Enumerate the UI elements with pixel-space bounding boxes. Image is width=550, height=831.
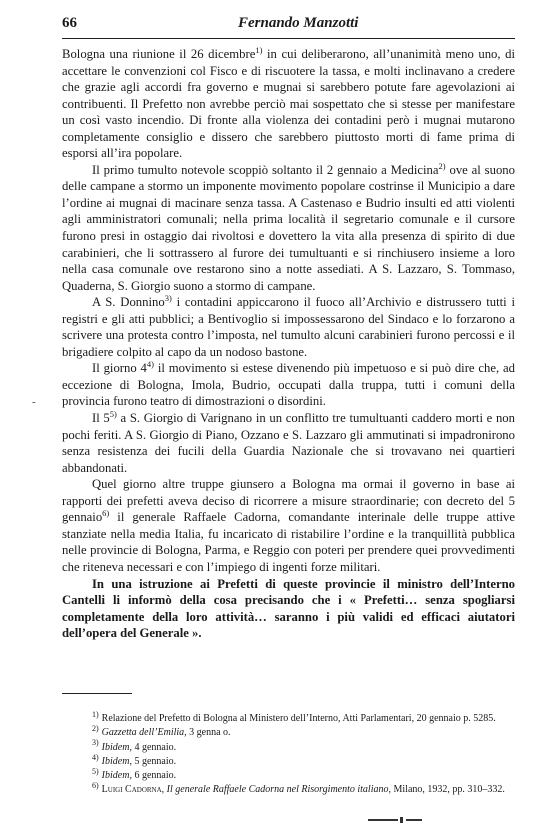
footnote-text: 3 genna o. <box>186 727 231 739</box>
paragraph-1-text-b: in cui deliberarono, all’unanimità meno uno, di accettare le convenzioni col Fisco e di riscuotere la tassa, e molti inclinavano a credere che grazie agli accordi fra governo e mugnai si sarebbero potute fare agevolazioni ai contribuenti. Il Prefetto non avrebbe perciò mai sospettato che si stesse per manifestare un così vasto incendio. Di fronte alla violenza dei contadini però i mugnai mutarono completamente consiglio e dissero che sarebbero piuttosto morti di fame prima di esporsi all’ira popolare. <box>62 47 515 161</box>
footnote-number: 4) <box>92 752 99 762</box>
page-header <box>62 15 514 37</box>
paragraph-4-text-a: Il giorno 4 <box>92 361 147 376</box>
footnote-source: Ibidem, <box>101 770 132 782</box>
footnote-ref-3: 3) <box>164 292 172 303</box>
footnote-number: 1) <box>92 709 99 719</box>
footnote-3 <box>62 738 515 755</box>
footnote-author: Luigi Cadorna, <box>101 784 165 796</box>
paragraph-7: In una istruzione ai Prefetti di queste provincie il ministro dell’Interno Cantelli li informò della cosa precisando che i « Prefetti… senza spogliarsi completamente della loro attività… saranno i più validi ed efficaci aiutatori dell’opera del Generale ». <box>62 576 515 641</box>
footnote-source: Ibidem, <box>101 741 132 753</box>
page-number: 66 <box>62 15 77 31</box>
footnote-text: Milano, 1932, pp. 310–332. <box>391 784 505 796</box>
footnote-ref-4: 4) <box>146 359 154 370</box>
footnote-4 <box>62 752 515 769</box>
footnote-2 <box>62 723 515 740</box>
paragraph-6 <box>62 476 515 575</box>
footnote-ref-2: 2) <box>438 160 446 171</box>
paragraph-6-text-b: il generale Raffaele Cadorna, comandante interinale delle truppe attive stanziate nella media Italia, fu incaricato di ristabilire l’ordine e la tranquillità pubblica nelle provincie di Bologna, Parma, e Reggio con poteri per prendere quei provvedimenti che riteneva necessari e con l’impiego di ingenti forze militari. <box>62 510 515 574</box>
paragraph-1-text-a: Bologna una riunione il 26 dicembre <box>62 47 256 61</box>
paragraph-4 <box>62 360 515 410</box>
paragraph-3-text-b: i contadini appiccarono il fuoco all’Archivio e distrussero tutti i registri e gli atti pubblici; a Bentivoglio si impossessarono del Sindaco e lo forzarono a scrivere una protesta contro l’imposta, nel tumulto alcuni carabinieri furono percossi e il brigadiere colpito al capo da un nodoso bastone. <box>62 295 515 359</box>
paragraph-5 <box>62 410 515 476</box>
footnote-ref-6: 6) <box>102 508 110 519</box>
footnote-number: 3) <box>92 738 99 748</box>
footnote-number: 2) <box>92 723 99 733</box>
footnote-number: 5) <box>92 766 99 776</box>
footnote-text: Relazione del Prefetto di Bologna al Ministero dell’Interno, Atti Parlamentari, 20 gennaio p. 5285. <box>101 713 496 724</box>
paragraph-1 <box>62 46 515 162</box>
footnote-text: 4 gennaio. <box>131 741 177 753</box>
paragraph-5-text-b: a S. Giorgio di Varignano in un conflitto tre tumultuanti caddero morti e non pochi feriti. A S. Giorgio di Piano, Ozzano e S. Lazzaro gli ammutinati si impadronirono senza resistenza dei fucili della Guardia Nazionale che si trovavano nei quartieri abbandonati. <box>62 411 515 475</box>
footnote-text: 6 gennaio. <box>131 770 177 782</box>
margin-mark: - <box>32 396 36 408</box>
footnote-ref-5: 5) <box>109 408 117 419</box>
paragraph-4-text-b: il movimento si estese divenendo più impetuoso e si può dire che, ad eccezione di Bologna, Imola, Budrio, occupati dalla truppa, tutti i comuni della provincia furono teatro di dimostrazioni o disordini. <box>62 361 515 409</box>
footnote-source: Ibidem, <box>101 755 132 767</box>
paragraph-5-text-a: Il 5 <box>92 411 110 426</box>
footnote-text: 5 gennaio. <box>131 755 177 767</box>
footnote-6 <box>62 783 515 797</box>
header-rule <box>62 38 515 39</box>
paragraph-3-text-a: A S. Donnino <box>92 295 165 310</box>
footnote-1 <box>62 709 515 726</box>
body-text <box>62 46 515 642</box>
paragraph-6-text-a: Quel giorno altre truppe giunsero a Bologna ma ormai il governo in base ai rapporti dei prefetti aveva deciso di ricorrere a misure straordinarie; con decreto del 5 gennaio <box>62 477 515 525</box>
running-head: Fernando Manzotti <box>238 15 359 31</box>
paragraph-2-text-b: ove al suono delle campane a stormo un imponente movimento popolare costrinse il Municipio a dare l’ordine ai mugnai di macinare senza tassa. A Castenaso e Budrio insulti ed atti violenti agli amministratori comunali; nella prima località il segretario comunale e il cursore furono presi in ostaggio dai rivoltosi e dovettero la vita alla presenza di spirito di due carabinieri, che li sottrassero al furore dei tumultuanti e si rinchiusero insieme a loro nella casa comunale ove restarono sino a notte assediati. A S. Lazzaro, S. Tommaso, Quaderna, S. Giorgio suono a stormo di campane. <box>62 162 515 293</box>
paragraph-2 <box>62 162 515 294</box>
footnotes <box>62 709 515 798</box>
footnote-rule <box>62 693 132 694</box>
paragraph-2-text-a: Il primo tumulto notevole scoppiò soltanto il 2 gennaio a Medicina <box>92 162 439 177</box>
footnote-5 <box>62 766 515 783</box>
footnote-source: Il generale Raffaele Cadorna nel Risorgimento italiano, <box>164 784 391 796</box>
paragraph-3 <box>62 294 515 360</box>
printer-mark-icon <box>368 817 422 823</box>
footnote-ref-1: 1) <box>255 44 263 55</box>
footnote-source: Gazzetta dell’Emilia, <box>101 727 187 739</box>
footnote-number: 6) <box>92 781 99 791</box>
